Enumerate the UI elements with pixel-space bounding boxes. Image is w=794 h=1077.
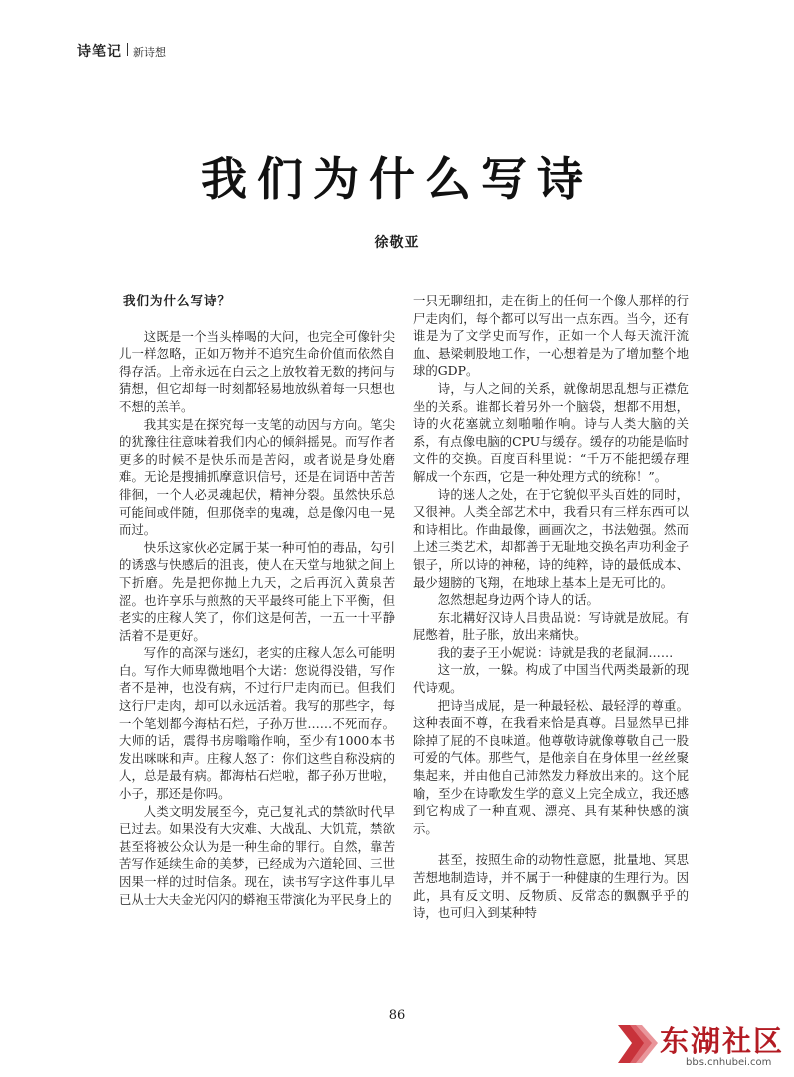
paragraph: 东北耩好汉诗人吕贵品说：写诗就是放屁。有屁憋着，肚子胀，放出来痛快。 — [413, 609, 689, 643]
article-author: 徐敬亚 — [374, 235, 420, 251]
left-column — [119, 292, 395, 908]
paragraph: 把诗当成屁，是一种最轻松、最轻浮的尊重。这种表面不尊，在我看来恰是真尊。吕显然早已排除掉了屁的不良味道。他尊敬诗就像尊敬自己一股可爱的气体。那些气，是他亲自在身体里一丝丝聚集起来，并由他自己沛然发力释放出来的。这个屁喻，至少在诗歌发生学的意义上完全成立，我还感到它构成了一种直观、漂亮、具有某种快感的演示。 — [413, 697, 689, 836]
paragraph: 忽然想起身边两个诗人的话。 — [437, 592, 599, 608]
paragraph-continued: 一只无聊纽扣，走在街上的任何一个像人那样的行尸走肉们，每个都可以写出一点东西。当今，还有谁是为了文学史而写作，正如一个人每天流汗流血、悬梁刺股地工作，一心想着是为了增加整个地球的GDP。 — [413, 293, 689, 379]
page-number: 86 — [388, 1008, 406, 1023]
paragraph: 我其实是在探究每一支笔的动因与方向。笔尖的犹豫往往意味着我们内心的倾斜摇晃。而写作者更多的时候不是快乐而是苦闷，或者说是身处磨难。无论是搜捕抓摩意识信号，还是在词语中苦苦徘徊，一个人必灵魂起伏，精神分裂。虽然快乐总可能间或伴随，但那侥幸的鬼魂，总是像闪电一晃而过。 — [119, 416, 395, 538]
watermark-url: bbs.cnhubei.com — [686, 1057, 772, 1068]
paragraph: 这既是一个当头棒喝的大问，也完全可像针尖儿一样忽略，正如万物并不追究生命价值而依然自得存活。上帝永远在白云之上放牧着无数的拷问与猜想，但它却每一时刻都轻易地放纵着每一只想也不想的羔羊。 — [119, 328, 395, 414]
right-column — [413, 292, 689, 922]
paragraph: 人类文明发展至今，克己复礼式的禁欲时代早已过去。如果没有大灾难、大战乱、大饥荒，禁欲甚至将被公众认为是一种生命的罪行。自然，靠苦苦写作延续生命的美梦，已经成为六道轮回、三世因果一样的过时信条。现在，读书写字这件事儿早已从士大夫金光闪闪的蟒袍玉带演化为平民身上的 — [119, 803, 395, 907]
paragraph: 我的妻子王小妮说：诗就是我的老鼠洞…… — [437, 644, 674, 660]
forum-logo-icon — [612, 1021, 658, 1067]
running-header — [77, 41, 166, 61]
paragraph: 甚至，按照生命的动物性意愿，批量地、冥思苦想地制造诗，并不属于一种健康的生理行为。因此，具有反文明、反物质、反常态的飘飘乎乎的诗，也可归入到某种特 — [413, 852, 689, 921]
paragraph: 这一放，一躲。构成了中国当代两类最新的现代诗观。 — [413, 662, 689, 696]
paragraph: 写作的高深与迷幻，老实的庄稼人怎么可能明白。写作大师卑微地唱个大诺：您说得没错，写作者不是神，也没有病，不过行尸走肉而已。但我们这行尸走肉，却可以永远活着。我写的那些字，每一个笔划都今海枯石烂，子孙万世……不死而存。大师的话，震得书房嗡嗡作响，至少有1000本书发出咪咪和声。庄稼人怒了：你们这些自称没病的人，总是最有病。都海枯石烂啦，都子孙万世啦，小子，那还是你吗。 — [119, 645, 395, 802]
header-divider — [127, 43, 128, 56]
subheading: 我们为什么写诗？ — [123, 293, 232, 308]
article-title: 我们为什么写诗 — [201, 152, 593, 206]
paragraph: 诗的迷人之处，在于它貌似平头百姓的同时，又很神。人类全部艺术中，我看只有三样东西可以和诗相比。作曲最像，画画次之，书法勉强。然而上述三类艺术，却都善于无耻地交换名声功利金子银子，所以诗的神秘，诗的纯粹，诗的最低成本、最少翅膀的飞翔，在地球上基本上是无可比的。 — [413, 486, 689, 590]
paragraph: 快乐这家伙必定属于某一种可怕的毒品，勾引的诱惑与快感后的沮丧，使人在天堂与地狱之间上下折磨。先是把你抛上九天，之后再沉入黄泉苦涩。也许享乐与煎熬的天平最终可能上下平衡，但老实的庄稼人笑了，你们这是何苦，一五一十平静活着不是更好。 — [119, 539, 395, 643]
paragraph: 诗，与人之间的关系，就像胡思乱想与正襟危坐的关系。谁都长着另外一个脑袋，想都不用想，诗的火花塞就立刻啪啪作响。诗与人类大脑的关系，有点像电脑的CPU与缓存。缓存的功能是临时文件的交换。百度百科里说：“千万不能把缓存理解成一个东西，它是一种处理方式的统称！”。 — [413, 380, 689, 484]
section-name: 新诗想 — [133, 46, 166, 59]
watermark-name: 东湖社区 — [660, 1024, 785, 1058]
column-name: 诗笔记 — [77, 44, 122, 60]
watermark-logo — [612, 1019, 788, 1071]
